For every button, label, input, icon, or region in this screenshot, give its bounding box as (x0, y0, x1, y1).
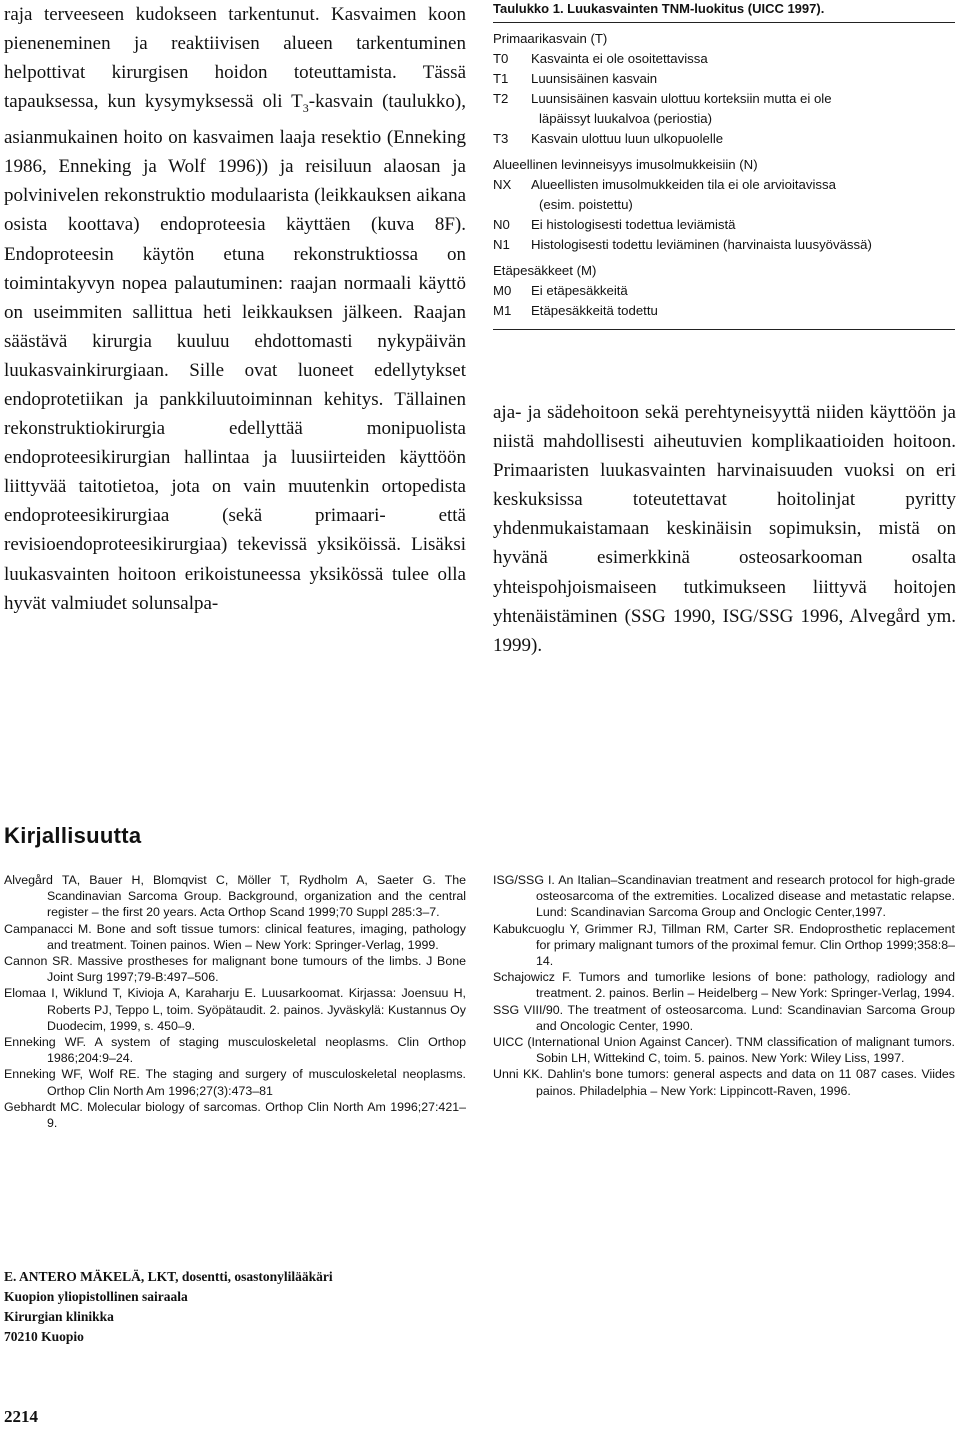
reference-item: Alvegård TA, Bauer H, Blomqvist C, Möller T, Rydholm A, Saeter G. The Scandinavian Sarcoma Group. Background, organization and the central register – the first 20 years. Acta Orthop Scand 1999;70 Suppl 285:3–7. (4, 873, 466, 920)
table-row-code: T2 (493, 91, 509, 106)
body-paragraph-right: aja- ja sädehoitoon sekä perehtyneisyyttä niiden käyttöön ja niistä mahdollisesti aiheutuvien komplikaatioiden hoitoon. Primaaristen luukasvainten harvinaisuuden vuoksi on eri keskuksissa toteutettavat hoitolinjat pyritty yhdenmukaistamaan keskinäisin sopimuksin, mistä on hyvänä esimerkkinä osteosarkooman osalta yhteispohjoismaiseen tutkimukseen liittyvä hoitojen yhtenäistäminen (SSG 1990, ISG/SSG 1996, Alvegård ym. 1999). (493, 402, 956, 656)
table-row-desc (531, 89, 955, 129)
table-row-desc (531, 175, 955, 215)
reference-item: Enneking WF, Wolf RE. The staging and surgery of musculoskeletal neoplasms. Orthop Clin North Am 1996;27(3):473–81 (4, 1067, 466, 1098)
table-row-desc-text: Kasvain ulottuu luun ulkopuolelle (531, 131, 724, 146)
table-row-code: T1 (493, 71, 509, 86)
table-row-code: M0 (493, 283, 512, 298)
author-block (4, 1267, 333, 1347)
table-row-desc-text: Ei etäpesäkkeitä (531, 283, 628, 298)
table-row-desc (531, 69, 955, 89)
table-row (493, 49, 955, 69)
references-right-column (493, 872, 955, 1099)
reference-item: Schajowicz F. Tumors and tumorlike lesions of bone: pathology, radiology and treatment. 2. painos. Berlin – Heidelberg – New York: Springer-Verlag, 1994. (493, 970, 955, 1001)
table-row-code: NX (493, 177, 512, 192)
table-row-desc-text: Ei histologisesti todettua leviämistä (531, 217, 736, 232)
table-row (493, 129, 955, 149)
table-top-rule (493, 22, 955, 23)
reference-item: ISG/SSG I. An Italian–Scandinavian treatment and research protocol for high-grade osteosarcoma of the extremities. Localized disease and metastatic relapse. Lund: Scandinavian Sarcoma Group and Onclogic Center,1997. (493, 873, 955, 920)
reference-item: Campanacci M. Bone and soft tissue tumors: clinical features, imaging, pathology and treatment. Toinen painos. Wien – New York: Springer-Verlag, 1999. (4, 921, 466, 952)
table-row-desc (531, 235, 955, 255)
body-text-part1: raja terveeseen kudokseen tarkentunut. Kasvaimen koon pieneneminen ja reaktiivisen alueen tarkentuminen helpottivat kirurgisen hoidon toteuttamista. Tässä tapauksessa, kun kysymyksessä oli T (4, 4, 466, 113)
references-left-column (4, 872, 466, 1131)
body-paragraph-left (4, 0, 466, 618)
table-row-desc-text: Histologisesti todettu leviäminen (harvinaista luusyövässä) (531, 237, 872, 252)
reference-item: Elomaa I, Wiklund T, Kivioja A, Karaharju E. Luusarkoomat. Kirjassa: Joensuu H, Roberts PJ, Teppo L, toim. Syöpätaudit. 2. painos. Jyväskylä: Kustannus Oy Duodecim, 1999, s. 450–9. (4, 986, 466, 1033)
table-row-desc-text: Alueellisten imusolmukkeiden tila ei ole arvioitavissa (531, 177, 836, 192)
table-row-desc (531, 301, 955, 321)
table-section-heading: Etäpesäkkeet (M) (493, 263, 597, 278)
reference-item: Unni KK. Dahlin's bone tumors: general aspects and data on 11 087 cases. Viides painos. Philadelphia – New York: Lippincott-Raven, 1996. (493, 1067, 955, 1098)
reference-item: Gebhardt MC. Molecular biology of sarcomas. Orthop Clin North Am 1996;27:421–9. (4, 1099, 466, 1131)
table-section-heading: Alueellinen levinneisyys imusolmukkeisiin (N) (493, 157, 758, 172)
body-text-part2: -kasvain (taulukko), asianmukainen hoito on kasvaimen laaja resektio (Enneking 1986, Enneking ja Wolf 1996)) ja reisiluun alaosan ja polvinivelen rekonstruktio modulaarista (leikkauksen aikana osista koottava) endoproteesia käyttäen (kuva 8F). Endoproteesin käytön etuna rekonstruktiossa on toimintakyvyn nopea palautuminen: raajan normaali käyttö on useimmiten sallittua heti leikkauksen jälkeen. Raajan säästävä kirurgia kuuluu ehdottomasti nykypäivän luukasvainkirurgiaan. Sille ovat luoneet edellytykset endoprotetiikan ja pankkiluutoiminnan kehitys. Tällainen rekonstruktiokirurgia edellyttää monipuolista endoproteesikirurgian hallintaa ja luusiirteiden käyttöön liittyvää taitotietoa, jota on vain muutenkin ortopedista endoproteesikirurgiaa (sekä primaari- että revisioendoproteesikirurgiaa) tekevissä yksiköissä. Lisäksi luukasvainten hoitoon erikoistuneessa yksikössä tulee olla hyvät valmiudet solunsalpa- (4, 91, 466, 614)
table-row-code: T3 (493, 131, 509, 146)
table-row-code: T0 (493, 51, 509, 66)
table-row (493, 215, 955, 235)
table-row-desc (531, 215, 955, 235)
table-row-code: N0 (493, 217, 510, 232)
table-row (493, 281, 955, 301)
table-section (493, 155, 955, 255)
body-text-subscript: 3 (302, 101, 309, 116)
author-clinic: Kirurgian klinikka (4, 1309, 114, 1324)
table-row-desc (531, 281, 955, 301)
table-section (493, 261, 955, 321)
table-title: Taulukko 1. Luukasvainten TNM-luokitus (UICC 1997). (493, 1, 825, 16)
table-row-desc (531, 129, 955, 149)
references-heading: Kirjallisuutta (4, 823, 142, 848)
reference-item: Enneking WF. A system of staging musculoskeletal neoplasms. Clin Orthop 1986;204:9–24. (4, 1035, 466, 1066)
table-section (493, 29, 955, 149)
table-row (493, 235, 955, 255)
author-name: E. ANTERO MÄKELÄ, LKT, dosentti, osastonylilääkäri (4, 1269, 333, 1284)
table-row-desc-continuation: (esim. poistettu) (539, 197, 633, 212)
page-number: 2214 (4, 1407, 38, 1426)
table-row-desc-continuation: läpäissyt luukalvoa (periostia) (539, 111, 712, 126)
table-bottom-rule (493, 329, 955, 330)
table-row-code: N1 (493, 237, 510, 252)
reference-item: Cannon SR. Massive prostheses for malignant bone tumours of the limbs. J Bone Joint Surg 1997;79-B:497–506. (4, 954, 466, 985)
table-row-desc (531, 49, 955, 69)
table-row (493, 301, 955, 321)
table-row-desc-text: Kasvainta ei ole osoitettavissa (531, 51, 708, 66)
reference-item: SSG VIII/90. The treatment of osteosarcoma. Lund: Scandinavian Sarcoma Group and Oncologic Center, 1990. (493, 1002, 955, 1033)
tnm-table (493, 0, 955, 330)
body-text-left (4, 0, 466, 618)
table-body (493, 29, 955, 321)
table-row-desc-text: Luunsisäinen kasvain (531, 71, 658, 86)
table-row (493, 89, 955, 129)
table-row (493, 175, 955, 215)
reference-item: UICC (International Union Against Cancer). TNM classification of malignant tumors. Sobin LH, Wittekind C, toim. 5. painos. New York: Wiley Liss, 1997. (493, 1035, 955, 1066)
author-hospital: Kuopion yliopistollinen sairaala (4, 1289, 188, 1304)
body-text-right (493, 398, 956, 660)
author-address: 70210 Kuopio (4, 1329, 84, 1344)
reference-item: Kabukcuoglu Y, Grimmer RJ, Tillman RM, Carter SR. Endoprosthetic replacement for primary malignant tumors of the proximal femur. Clin Orthop 1999;358:8–14. (493, 921, 955, 969)
table-section-heading: Primaarikasvain (T) (493, 31, 608, 46)
table-row-desc-text: Luunsisäinen kasvain ulottuu korteksiin mutta ei ole (531, 91, 832, 106)
table-row-desc-text: Etäpesäkkeitä todettu (531, 303, 658, 318)
table-row-code: M1 (493, 303, 512, 318)
table-row (493, 69, 955, 89)
